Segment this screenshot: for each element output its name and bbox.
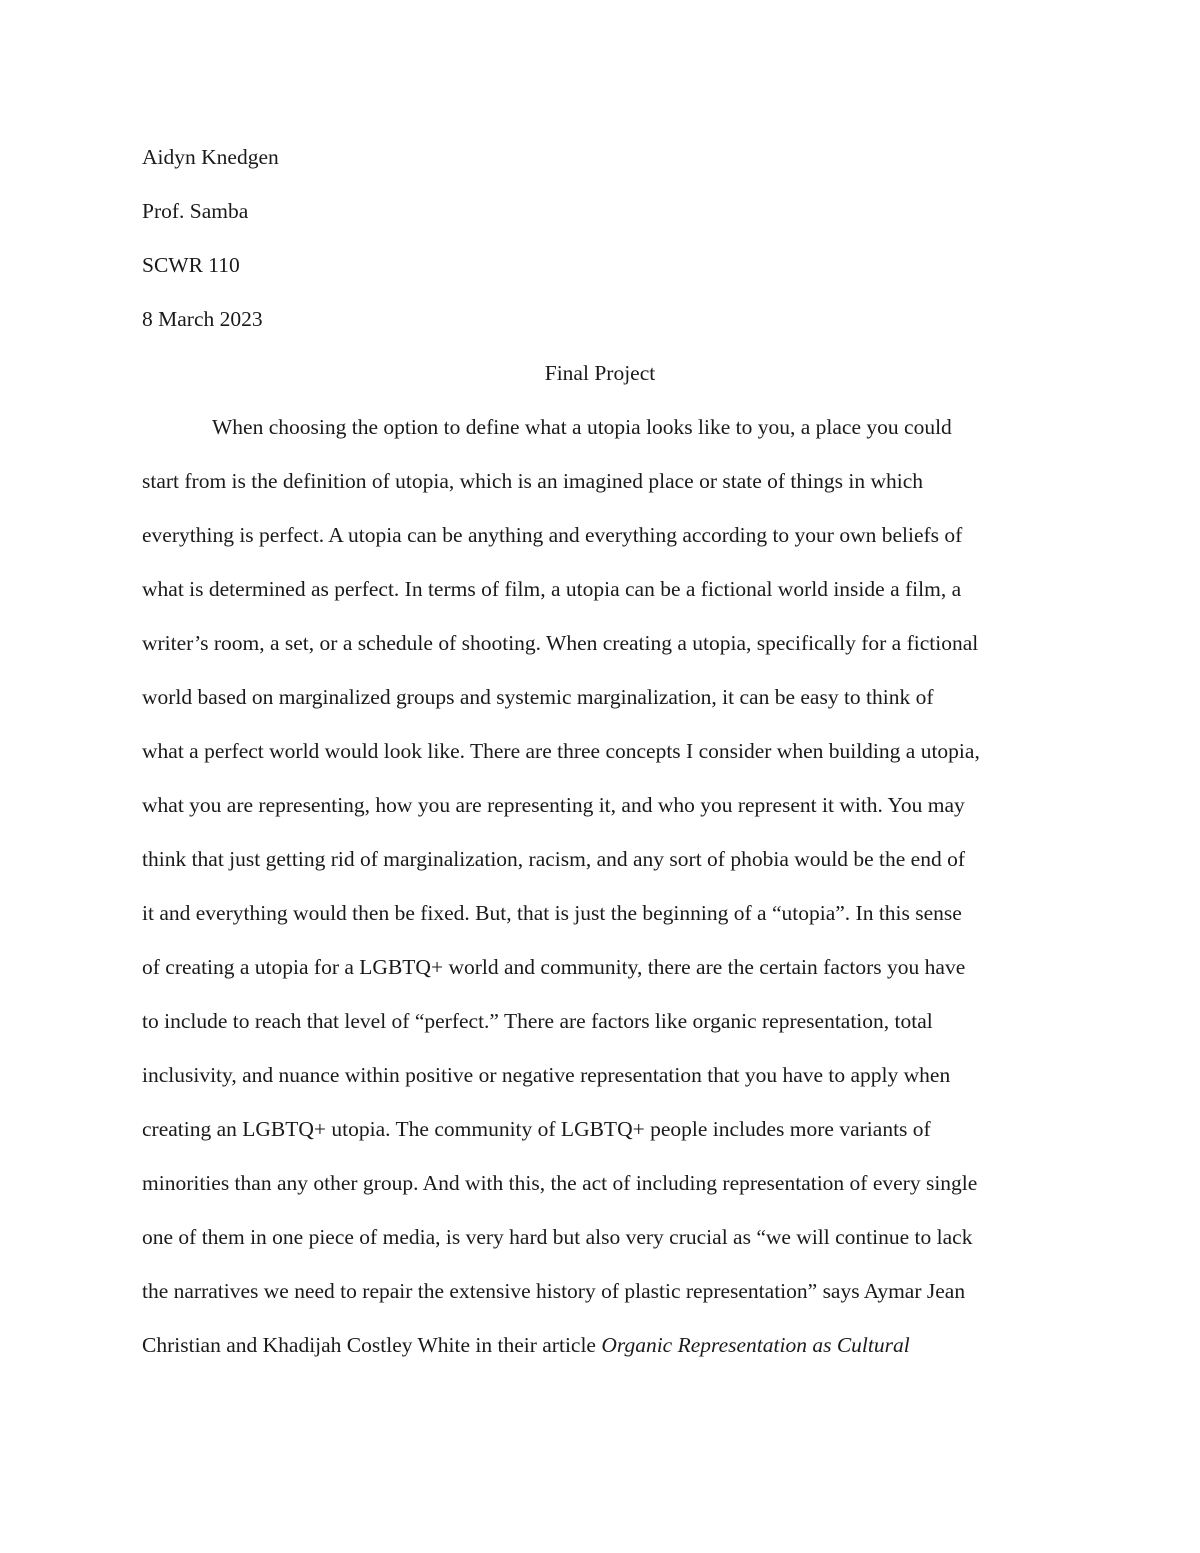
author-name: Aidyn Knedgen — [142, 145, 279, 169]
body-line: what you are representing, how you are representing it, and who you represent it with. You may — [142, 793, 965, 817]
body-line: what a perfect world would look like. There are three concepts I consider when building a utopia, — [142, 739, 980, 763]
body-line-last — [142, 1331, 910, 1359]
body-line: creating an LGBTQ+ utopia. The community of LGBTQ+ people includes more variants of — [142, 1117, 931, 1141]
body-line: what is determined as perfect. In terms of film, a utopia can be a fictional world inside a film, a — [142, 577, 962, 601]
article-title-italic: Organic Representation as Cultural — [601, 1333, 910, 1357]
body-line: start from is the definition of utopia, which is an imagined place or state of things in which — [142, 469, 923, 493]
course-code: SCWR 110 — [142, 253, 240, 277]
body-line: of creating a utopia for a LGBTQ+ world and community, there are the certain factors you have — [142, 955, 966, 979]
body-line: When choosing the option to define what a utopia looks like to you, a place you could — [212, 415, 952, 439]
body-line: think that just getting rid of marginalization, racism, and any sort of phobia would be the end of — [142, 847, 965, 871]
document-title: Final Project — [544, 361, 656, 385]
body-line: to include to reach that level of “perfect.” There are factors like organic representation, total — [142, 1009, 933, 1033]
body-line: one of them in one piece of media, is very hard but also very crucial as “we will continue to lack — [142, 1225, 973, 1249]
document-date: 8 March 2023 — [142, 307, 263, 331]
body-line: inclusivity, and nuance within positive or negative representation that you have to apply when — [142, 1063, 951, 1087]
body-line: minorities than any other group. And with this, the act of including representation of every single — [142, 1171, 978, 1195]
body-line: writer’s room, a set, or a schedule of shooting. When creating a utopia, specifically for a fictional — [142, 631, 979, 655]
body-line: world based on marginalized groups and systemic marginalization, it can be easy to think of — [142, 685, 934, 709]
professor-name: Prof. Samba — [142, 199, 249, 223]
body-line: the narratives we need to repair the extensive history of plastic representation” says Aymar Jean — [142, 1279, 966, 1303]
body-line-text: Christian and Khadijah Costley White in their article — [142, 1333, 602, 1357]
body-line: everything is perfect. A utopia can be anything and everything according to your own beliefs of — [142, 523, 963, 547]
body-line: it and everything would then be fixed. But, that is just the beginning of a “utopia”. In this sense — [142, 901, 962, 925]
